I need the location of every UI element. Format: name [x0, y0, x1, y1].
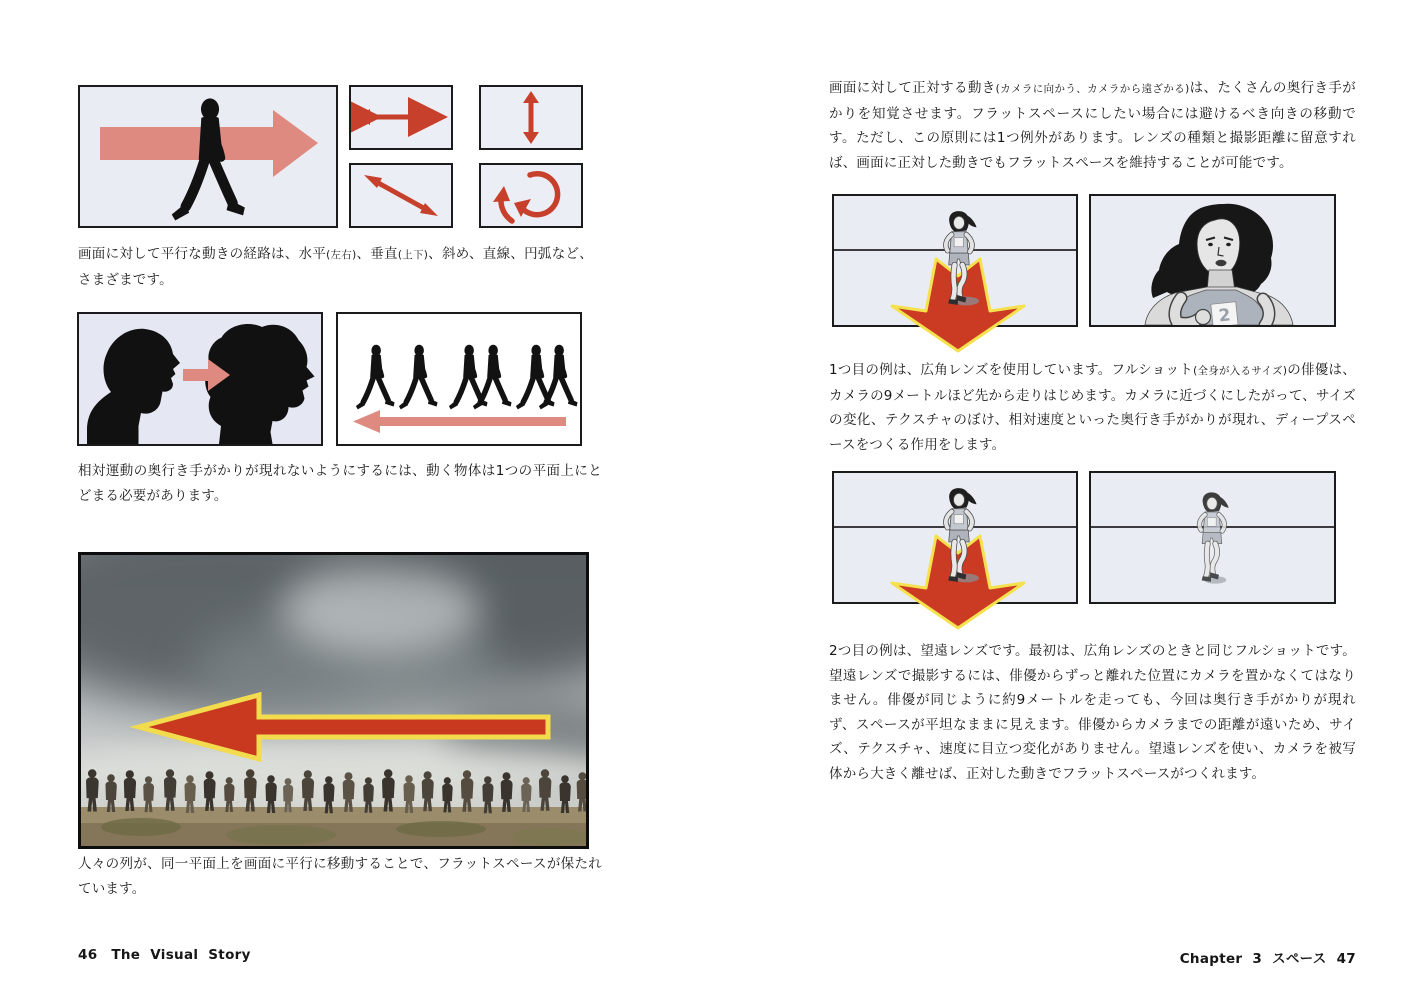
figure-profiles-arrow	[77, 312, 323, 446]
chapter-label: Chapter 3	[1179, 951, 1263, 967]
page-number: 47	[1336, 951, 1356, 967]
photo-crowd-walking	[78, 552, 589, 849]
book-title: The Visual Story	[111, 947, 251, 963]
walker-silhouette	[539, 345, 578, 410]
runner-close-up-figure	[1091, 196, 1334, 325]
circular-arc-arrow-icon	[481, 165, 581, 226]
walker-silhouette	[473, 345, 512, 410]
bib-number: 2	[1217, 305, 1232, 325]
horizontal-double-arrow-icon	[351, 87, 451, 148]
figure-walkers-row	[336, 312, 582, 446]
walker-silhouette	[356, 345, 395, 410]
runner-telephoto-figure	[1191, 491, 1232, 585]
intro-paragraph: 画面に対して正対する動き(カメラに向かう、カメラから遠ざかる)は、たくさんの奥行き手がかりを知覚させます。フラットスペースにしたい場合には避けるべき向きの移動です。ただし、この原則には1つ例外があります。レンズの種類と撮影距離に留意すれば、画面に正対した動きでもフラットスペースを維持することが可能です。	[829, 80, 1357, 171]
big-left-arrow	[139, 695, 548, 759]
runner-figure-2	[937, 487, 980, 585]
figure-horizontal-arrow	[349, 85, 453, 150]
section-label: スペース	[1272, 951, 1327, 967]
footer-right	[829, 947, 1356, 967]
walker-silhouette	[399, 345, 438, 410]
figure-circular-arrow	[479, 163, 583, 228]
panel-runner-telephoto	[1089, 471, 1336, 604]
crowd-silhouettes	[86, 769, 586, 813]
vertical-double-arrow-icon	[481, 87, 581, 148]
caption-wide-angle: 1つ目の例は、広角レンズを使用しています。フルショット(全身が入るサイズ)の俳優は、カメラの9メートルほど先から走りはじめます。カメラに近づくにしたがって、サイズの変化、テクスチャのぼけ、相対速度といった奥行き手がかりが現れ、ディープスペースをつくる作用をします。	[829, 362, 1357, 453]
caption-crowd: 人々の列が、同一平面上を画面に平行に移動することで、フラットスペースが保たれています。	[78, 856, 602, 897]
page-number: 46	[78, 947, 98, 963]
figure-diagonal-arrow	[349, 163, 453, 228]
crowd-and-ground	[81, 555, 586, 846]
left-arrow-salmon	[353, 410, 566, 433]
footer-left	[78, 947, 251, 963]
man-profile-silhouette	[87, 329, 180, 444]
woman-profile-silhouette	[205, 324, 314, 444]
figure-vertical-arrow	[479, 85, 583, 150]
right-page	[708, 0, 1416, 1000]
panel-runner-closeup	[1089, 194, 1336, 327]
diagonal-double-arrow-icon	[351, 165, 451, 226]
figure-walking-man-arrow	[78, 85, 338, 228]
runner-figure-1	[937, 210, 980, 308]
caption-motion-paths: 画面に対して平行な動きの経路は、水平(左右)、垂直(上下)、斜め、直線、円弧など、さまざまです。	[78, 246, 593, 288]
caption-telephoto: 2つ目の例は、望遠レンズです。最初は、広角レンズのときと同じフルショットです。望遠レンズで撮影するには、俳優からずっと離れた位置にカメラを置かなくてはなりません。俳優が同じように約9メートルを走っても、今回は奥行き手がかりが現れず、スペースが平坦なままに見えます。俳優からカメラまでの距離が遠いため、サイズ、テクスチャ、速度に目立つ変化がありません。望遠レンズを使い、カメラを被写体から大きく離せば、正対した動きでフラットスペースがつくれます。	[829, 643, 1356, 782]
caption-relative-motion: 相対運動の奥行き手がかりが現れないようにするには、動く物体は1つの平面上にとどまる必要があります。	[78, 463, 602, 504]
